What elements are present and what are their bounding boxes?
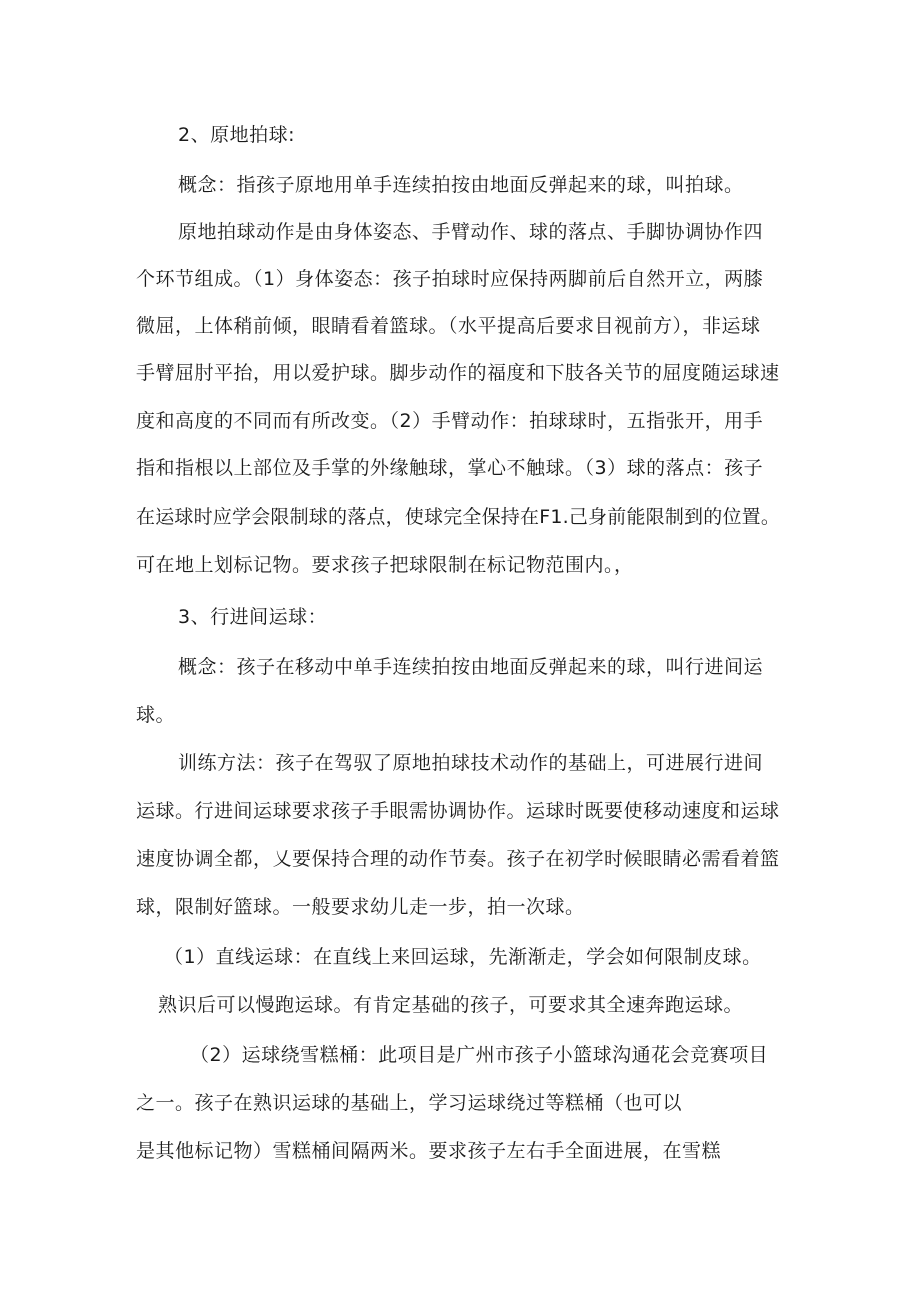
- paragraph-line: 在运球时应学会限制球的落点，使球完全保持在F1.己身前能限制到的位置。: [136, 506, 781, 528]
- paragraph-line: 概念：孩子在移动中单手连续拍按由地面反弹起来的球，叫行进间运: [178, 656, 764, 678]
- list-item-line: （2）运球绕雪糕桶：此项目是广州市孩子小篮球沟通花会竞赛项目: [190, 1044, 769, 1066]
- paragraph-line: 个环节组成。（1）身体姿态：孩子拍球时应保持两脚前后自然开立，两膝: [136, 268, 764, 290]
- paragraph-line: 原地拍球动作是由身体姿态、手臂动作、球的落点、手脚协调协作四: [178, 221, 764, 243]
- section-heading-3: 3、行进间运球：: [178, 606, 328, 628]
- section-heading-2: 2、原地拍球:: [178, 124, 295, 146]
- paragraph-line: 运球。行进间运球要求孩子手眼需协调协作。运球时既要使移动速度和运球: [136, 800, 780, 822]
- paragraph-line: 指和指根以上部位及手掌的外缘触球，掌心不触球。（3）球的落点：孩子: [136, 457, 764, 479]
- paragraph-line: 熟识后可以慢跑运球。有肯定基础的孩子，可要求其全速奔跑运球。: [158, 994, 744, 1016]
- paragraph-line: 度和高度的不同而有所改变。（2）手臂动作：拍球球时，五指张开，用手: [136, 410, 764, 432]
- paragraph-line: 可在地上划标记物。要求孩子把球限制在标记物范围内。，: [136, 554, 634, 576]
- paragraph-line: 是其他标记物）雪糕桶间隔两米。要求孩子左右手全面进展，在雪糕: [136, 1140, 722, 1162]
- paragraph-line: 球，限制好篮球。一般要求幼儿走一步，拍一次球。: [136, 896, 585, 918]
- paragraph-line: 之一。孩子在熟识运球的基础上，学习运球绕过等糕桶（也可以: [136, 1092, 683, 1114]
- paragraph-line: 概念：指孩子原地用单手连续拍按由地面反弹起来的球，叫拍球。: [178, 174, 744, 196]
- paragraph-line: 球。: [136, 704, 176, 726]
- list-item-line: （1）直线运球：在直线上来回运球，先渐渐走，学会如何限制皮球。: [164, 946, 762, 968]
- paragraph-line: 速度协调全都，乂要保持合理的动作节奏。孩子在初学时候眼睛必需看着篮: [136, 848, 780, 870]
- paragraph-line: 训练方法：孩子在驾驭了原地拍球技术动作的基础上，可进展行进间: [178, 752, 764, 774]
- paragraph-line: 手臂屈肘平抬，用以爱护球。脚步动作的福度和下肢各关节的屈度随运球速: [136, 362, 780, 384]
- paragraph-line: 微屈，上体稍前倾，眼睛看着篮球。（水平提高后要求目视前方），非运球: [136, 315, 761, 337]
